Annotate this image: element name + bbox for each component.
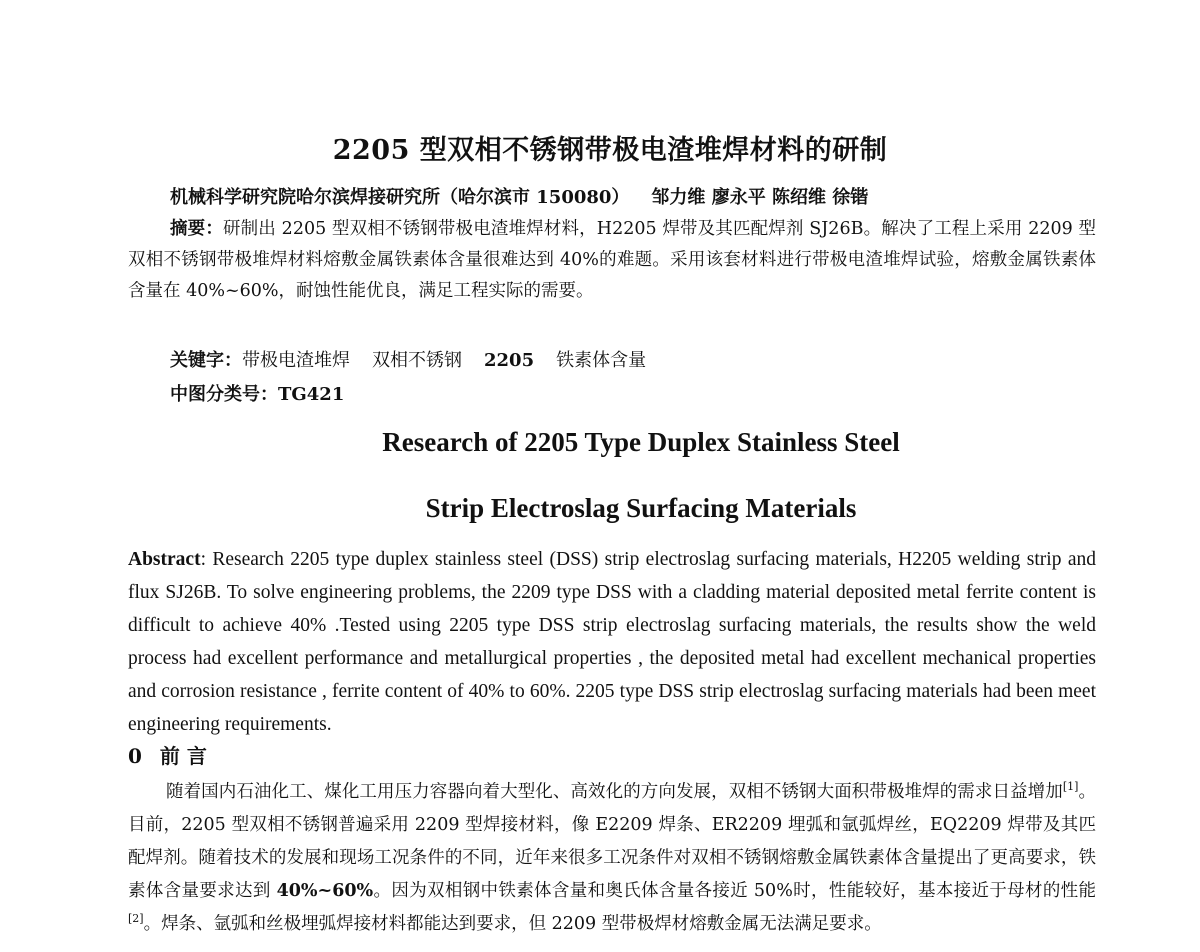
chinese-abstract [128, 214, 1096, 307]
chinese-title: 2205 型双相不锈钢带极电渣堆焊材料的研制 [332, 135, 888, 166]
body-text-part: 。焊条、氩弧和丝极埋弧焊接材料都能达到要求，但 2209 型带极焊材熔敷金属无法满足要求。 [143, 914, 882, 934]
citation-ref: [1] [1062, 780, 1079, 794]
section-number: 0 [128, 744, 142, 768]
section-heading [128, 740, 207, 769]
body-text-part: 。因为双相钢中铁素体含量和奥氏体含量各接近 50%时，性能较好，基本接近于母材的性能 [373, 881, 1096, 901]
body-text-part: 随着国内石油化工、煤化工用压力容器向着大型化、高效化的方向发展，双相不锈钢大面积带极堆焊的需求日益增加 [166, 782, 1063, 802]
keyword: 双相不锈钢 [372, 350, 462, 371]
chinese-abstract-label: 摘要： [170, 219, 223, 239]
english-abstract [128, 543, 1096, 741]
affiliation-line [170, 183, 868, 209]
body-text-part: 。目前，2205 型双相不锈钢普遍采用 2209 型焊接材料，像 E2209 焊条、ER2209 埋弧和氩弧焊丝，EQ2209 焊带及其匹配焊剂。随着技术的发展和现场工况条件的不同，近年来很多工况条件对双相不锈钢熔敷金属铁素体含量提出了更高要求，铁素体含量要求达到 [128, 782, 1097, 901]
body-text-emphasis: 40%~60% [276, 881, 374, 901]
keywords-line [170, 346, 668, 372]
body-paragraph [128, 776, 1096, 941]
english-title-line-1: Research of 2205 Type Duplex Stainless Steel [382, 427, 900, 457]
chinese-abstract-text: 研制出 2205 型双相不锈钢带极电渣堆焊材料，H2205 焊带及其匹配焊剂 SJ26B。解决了工程上采用 2209 型双相不锈钢带极堆焊材料熔敷金属铁素体含量很难达到 40%的难题。采用该套材料进行带极电渣堆焊试验，熔敷金属铁素体含量在 40%~60%，耐蚀性能优良，满足工程实际的需要。 [128, 219, 1096, 301]
citation-ref: [2] [128, 912, 144, 926]
section-title: 前 言 [159, 744, 207, 768]
affiliation: 机械科学研究院哈尔滨焊接研究所（哈尔滨市 150080） [170, 187, 630, 208]
classification-number: 中图分类号：TG421 [170, 384, 345, 405]
keyword: 2205 [484, 350, 535, 371]
english-abstract-text: : Research 2205 type duplex stainless steel (DSS) strip electroslag surfacing materials, H2205 welding strip and flux SJ26B. To solve engineering problems, the 2209 type DSS with a cladding material deposited metal ferrite content is difficult to achieve 40% .Tested using 2205 type DSS strip electroslag surfacing materials, the results show the weld process had excellent performance and metallurgical properties , the deposited metal had excellent mechanical properties and corrosion resistance , ferrite content of 40% to 60%. 2205 type DSS strip electroslag surfacing materials had been meet engineering requirements. [128, 549, 1096, 735]
english-title-line-2: Strip Electroslag Surfacing Materials [425, 493, 857, 523]
english-abstract-label: Abstract [128, 549, 201, 570]
authors: 邹力维 廖永平 陈绍维 徐锴 [651, 187, 869, 208]
keyword: 铁素体含量 [556, 350, 647, 371]
keyword: 带极电渣堆焊 [242, 350, 350, 371]
keywords-label: 关键字： [170, 350, 242, 371]
